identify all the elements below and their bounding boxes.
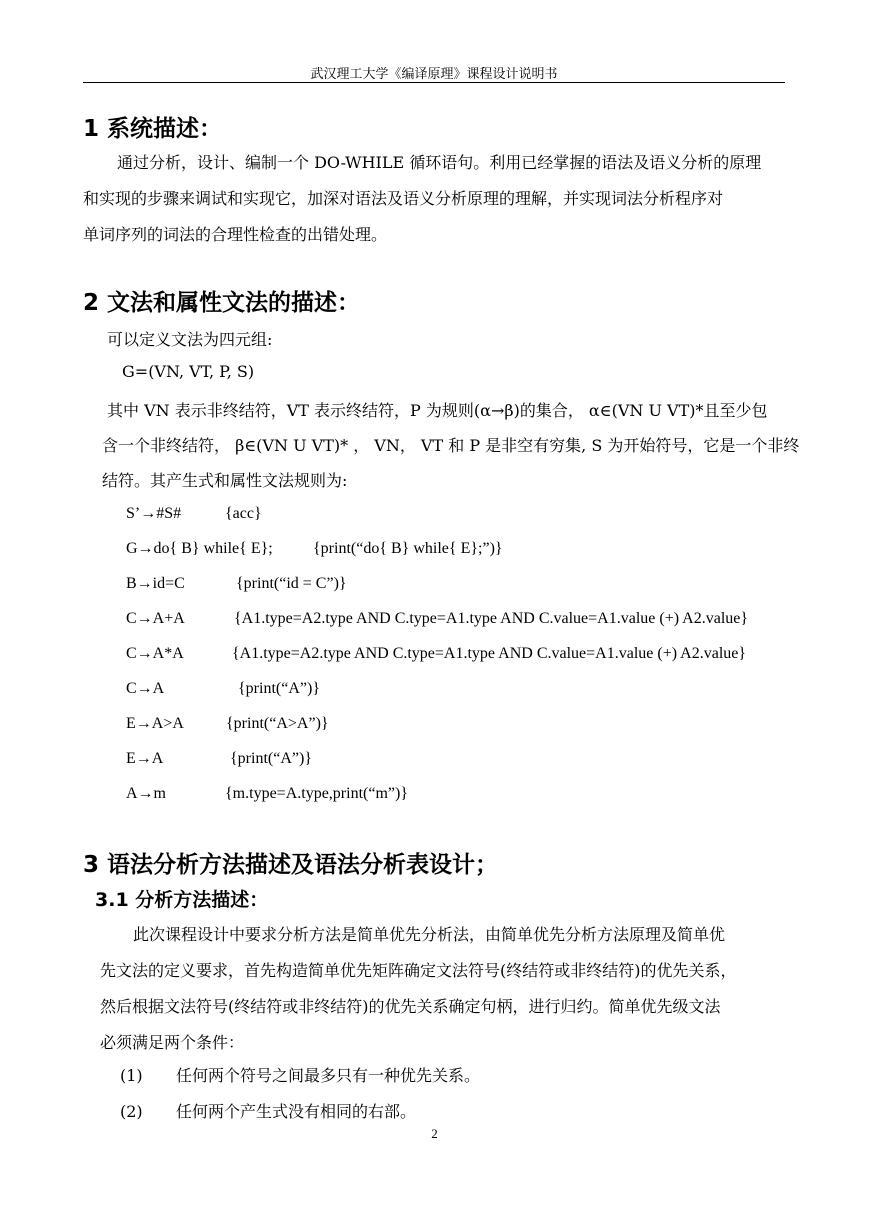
production-rule bbox=[126, 575, 347, 593]
rule-lhs: C→A bbox=[126, 680, 165, 697]
rule-action: {print(“do{ B} while{ E};”)} bbox=[313, 540, 503, 557]
production-rule bbox=[126, 785, 408, 803]
grammar-desc-line-1: 其中 VN 表示非终结符，VT 表示终结符，P 为规则(α→β)的集合， α∈(VN U VT)*且至少包 bbox=[107, 401, 768, 420]
section-3-line-4: 必须满足两个条件： bbox=[100, 1033, 245, 1052]
section-1-line-2: 和实现的步骤来调试和实现它，加深对语法及语义分析原理的理解，并实现词法分析程序对 bbox=[83, 189, 724, 208]
production-rule bbox=[126, 750, 312, 768]
section-1-line-3: 单词序列的词法的合理性检查的出错处理。 bbox=[83, 225, 388, 244]
header-divider bbox=[83, 82, 785, 83]
rule-lhs: S’→#S# bbox=[126, 505, 182, 522]
condition-item bbox=[120, 1099, 416, 1122]
page-number: 2 bbox=[431, 1126, 438, 1141]
production-rule bbox=[126, 680, 320, 698]
production-rule bbox=[126, 645, 747, 663]
section-1-line-1: 通过分析，设计、编制一个 DO-WHILE 循环语句。利用已经掌握的语法及语义分析的原理 bbox=[117, 153, 762, 172]
rule-lhs: G→do{ B} while{ E}; bbox=[126, 540, 273, 557]
rule-lhs: E→A bbox=[126, 750, 164, 767]
section-3-line-2: 先文法的定义要求，首先构造简单优先矩阵确定文法符号(终结符或非终结符)的优先关系， bbox=[100, 961, 737, 980]
rule-lhs: E→A>A bbox=[126, 715, 184, 732]
section-3-1-heading: 3.1 分析方法描述： bbox=[95, 889, 269, 911]
rule-action: {print(“id = C”)} bbox=[236, 575, 347, 592]
page-header: 武汉理工大学《编译原理》课程设计说明书 bbox=[310, 67, 558, 82]
section-3-heading: 3 语法分析方法描述及语法分析表设计； bbox=[83, 852, 499, 878]
grammar-intro: 可以定义文法为四元组: bbox=[107, 330, 273, 349]
rule-action: {A1.type=A2.type AND C.type=A1.type AND C.value=A1.value (+) A2.value} bbox=[234, 610, 749, 627]
rule-lhs: A→m bbox=[126, 785, 166, 802]
section-1-heading: 1 系统描述： bbox=[83, 116, 223, 142]
grammar-desc-line-2: 含一个非终结符， β∈(VN U VT)* ， VN， VT 和 P 是非空有穷集, S 为开始符号，它是一个非终 bbox=[102, 436, 800, 455]
condition-item bbox=[120, 1063, 480, 1086]
production-rule bbox=[126, 715, 329, 733]
rule-action: {m.type=A.type,print(“m”)} bbox=[225, 785, 408, 802]
rule-action: {print(“A”)} bbox=[238, 680, 320, 697]
rule-lhs: C→A+A bbox=[126, 610, 185, 627]
condition-text: 任何两个产生式没有相同的右部。 bbox=[176, 1102, 417, 1121]
rule-lhs: C→A*A bbox=[126, 645, 184, 662]
condition-text: 任何两个符号之间最多只有一种优先关系。 bbox=[176, 1066, 481, 1085]
rule-lhs: B→id=C bbox=[126, 575, 185, 592]
rule-action: {A1.type=A2.type AND C.type=A1.type AND C.value=A1.value (+) A2.value} bbox=[232, 645, 747, 662]
rule-action: {print(“A”)} bbox=[230, 750, 312, 767]
production-rule bbox=[126, 540, 503, 558]
section-2-heading: 2 文法和属性文法的描述： bbox=[83, 290, 361, 316]
condition-number: (2) bbox=[120, 1102, 143, 1121]
condition-number: (1) bbox=[120, 1066, 143, 1085]
production-rule bbox=[126, 505, 262, 523]
rule-action: {acc} bbox=[225, 505, 262, 522]
production-rule bbox=[126, 610, 749, 628]
grammar-desc-line-3: 结符。其产生式和属性文法规则为: bbox=[102, 471, 348, 490]
section-3-line-1: 此次课程设计中要求分析方法是简单优先分析法，由简单优先分析方法原理及简单优 bbox=[133, 925, 726, 944]
rule-action: {print(“A>A”)} bbox=[226, 715, 329, 732]
grammar-formula: G=(VN, VT, P, S) bbox=[122, 362, 255, 381]
section-3-line-3: 然后根据文法符号(终结符或非终结符)的优先关系确定句柄，进行归约。简单优先级文法 bbox=[100, 997, 721, 1016]
